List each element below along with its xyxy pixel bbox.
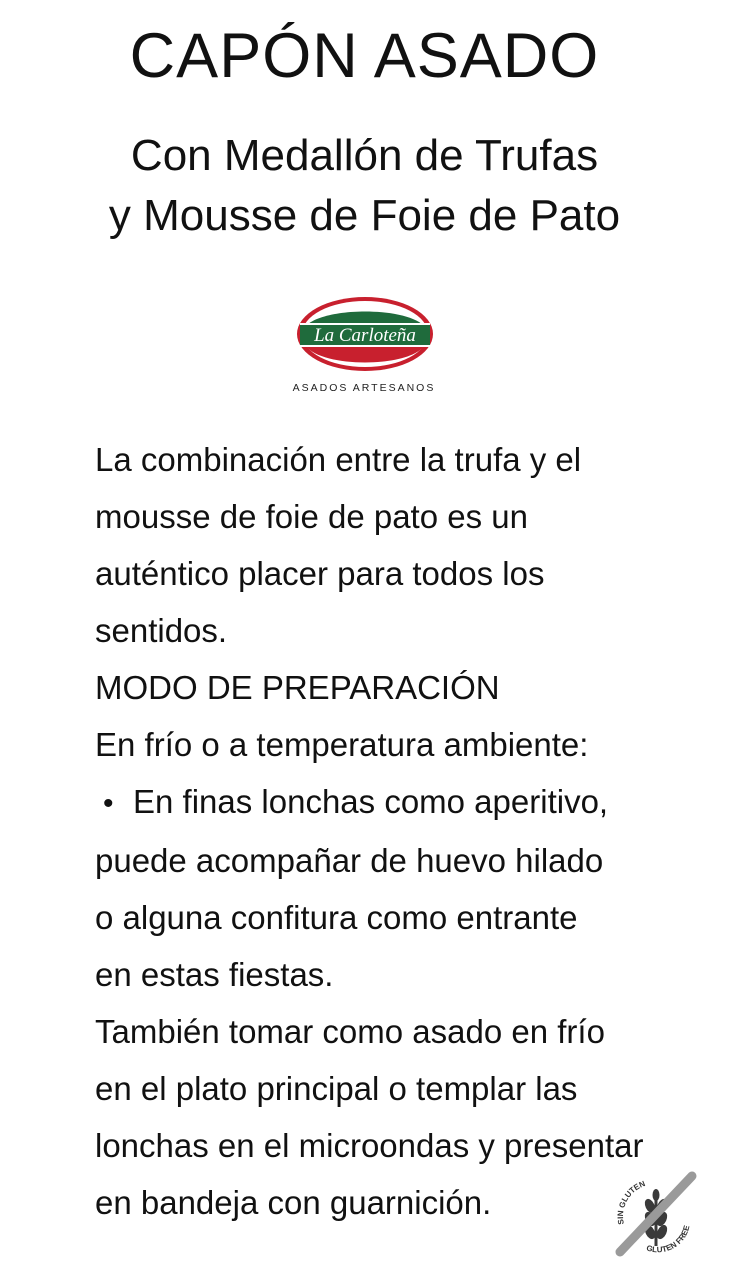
logo-wordmark: La Carloteña bbox=[314, 325, 416, 346]
product-subtitle bbox=[0, 126, 729, 246]
product-title: CAPÓN ASADO bbox=[129, 21, 600, 91]
badge-bottom-text: GLUTEN FREE bbox=[645, 1224, 692, 1255]
preparation-extra: También tomar como asado en frío bbox=[95, 1013, 605, 1050]
gluten-free-badge bbox=[606, 1168, 706, 1258]
bullet-item bbox=[95, 773, 695, 832]
preparation-intro: En frío o a temperatura ambiente: bbox=[95, 726, 589, 763]
svg-text:SIN GLUTEN bbox=[616, 1179, 647, 1225]
subtitle-line-2: y Mousse de Foie de Pato bbox=[108, 191, 621, 240]
description-body bbox=[95, 431, 695, 1231]
bullet-continuation: puede acompañar de huevo hilado bbox=[95, 842, 604, 879]
bullet-continuation: en estas fiestas. bbox=[95, 956, 334, 993]
bullet-icon: • bbox=[103, 787, 114, 820]
badge-top-text: SIN GLUTEN bbox=[615, 1179, 647, 1226]
description-line: La combinación entre la trufa y el bbox=[95, 441, 582, 478]
bullet-text: En finas lonchas como aperitivo, bbox=[133, 783, 609, 820]
logo-tagline: ASADOS ARTESANOS bbox=[292, 382, 436, 394]
subtitle-line-1: Con Medallón de Trufas bbox=[130, 131, 599, 180]
preparation-extra: en bandeja con guarnición. bbox=[95, 1184, 492, 1221]
bullet-continuation: o alguna confitura como entrante bbox=[95, 899, 578, 936]
preparation-extra: lonchas en el microondas y presentar bbox=[95, 1127, 644, 1164]
description-line: sentidos. bbox=[95, 612, 228, 649]
description-line: mousse de foie de pato es un bbox=[95, 498, 528, 535]
preparation-heading: MODO DE PREPARACIÓN bbox=[95, 669, 500, 706]
description-line: auténtico placer para todos los bbox=[95, 555, 545, 592]
preparation-extra: en el plato principal o templar las bbox=[95, 1070, 578, 1107]
